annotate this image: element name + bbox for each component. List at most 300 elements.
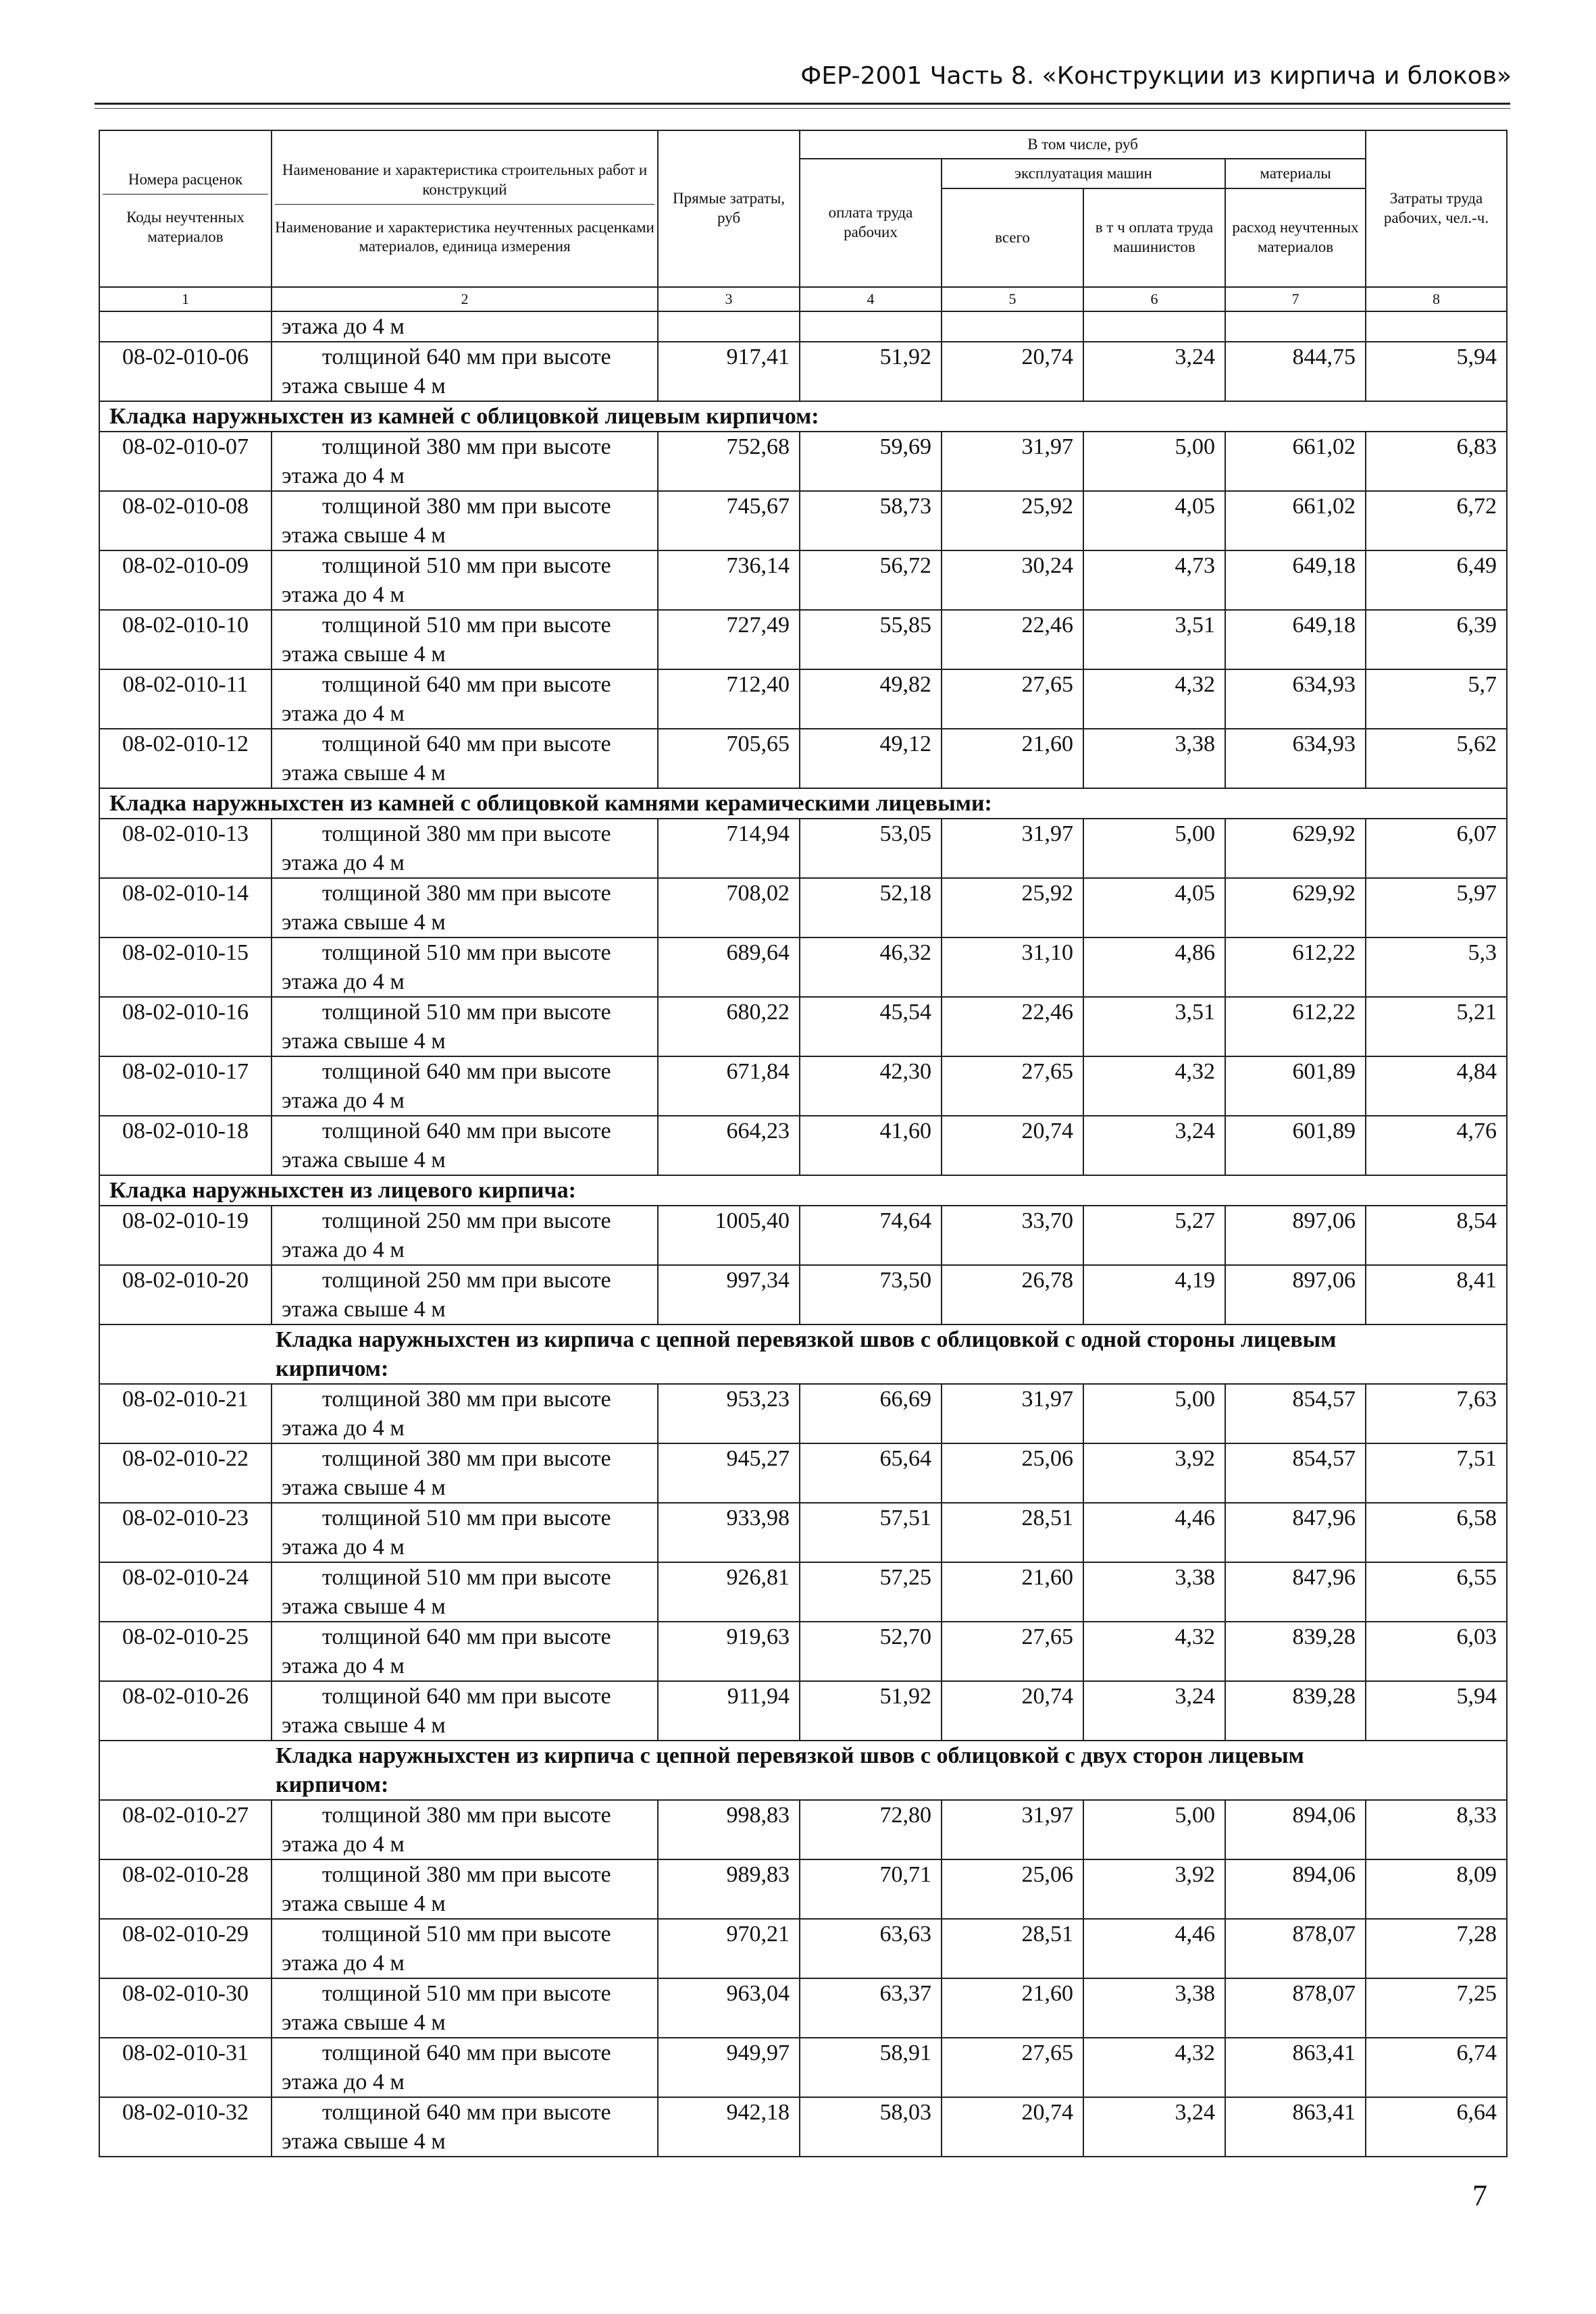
machines-total: 27,65: [942, 669, 1083, 729]
labor-hours: 6,55: [1366, 1562, 1507, 1622]
machines-total: 26,78: [942, 1265, 1083, 1325]
rate-description-line1: толщиной 380 мм при высоте: [322, 434, 611, 459]
direct-costs: 714,94: [658, 819, 800, 878]
labor-hours: 6,58: [1366, 1503, 1507, 1562]
rate-description-line2: этажа свыше 4 м: [282, 1029, 446, 1054]
section-title: [99, 1175, 1507, 1206]
rate-description-line2: этажа до 4 м: [282, 969, 405, 994]
section-title-continuation: кирпичом:: [276, 1772, 389, 1797]
rate-code: 08-02-010-08: [99, 491, 272, 550]
labor-hours: 6,03: [1366, 1622, 1507, 1681]
labor-hours: 6,72: [1366, 491, 1507, 550]
rate-description-line1: толщиной 640 мм при высоте: [322, 672, 611, 697]
labor-hours: 6,49: [1366, 550, 1507, 610]
labor-hours: 8,33: [1366, 1800, 1507, 1859]
operators-pay: 4,05: [1083, 491, 1225, 550]
operators-pay: 5,00: [1083, 1384, 1225, 1443]
rate-description-line1: толщиной 510 мм при высоте: [322, 1000, 611, 1025]
rate-description-line1: толщиной 510 мм при высоте: [322, 940, 611, 965]
machines-total: 22,46: [942, 610, 1083, 669]
section-title-text: Кладка наружныхстен из камней с облицовкой лицевым кирпичом:: [109, 404, 819, 429]
rate-description: [272, 550, 658, 610]
rate-description-line2: этажа до 4 м: [282, 463, 405, 488]
header-rule: [95, 103, 1510, 105]
section-title: [99, 788, 1507, 819]
rate-description-line2: этажа до 4 м: [282, 1088, 405, 1113]
labor-pay: 73,50: [800, 1265, 942, 1325]
materials-consumption: 661,02: [1225, 432, 1366, 491]
rate-code: 08-02-010-16: [99, 997, 272, 1056]
table-row: [99, 1800, 1507, 1859]
machines-total: 31,10: [942, 937, 1083, 997]
table-row: [99, 432, 1507, 491]
rate-code: 08-02-010-11: [99, 669, 272, 729]
rate-description-line2: этажа свыше 4 м: [282, 1891, 446, 1916]
rate-description: [272, 997, 658, 1056]
machines-total: 27,65: [942, 1056, 1083, 1116]
machines-total: 25,06: [942, 1443, 1083, 1503]
operators-pay: 5,00: [1083, 819, 1225, 878]
rate-code: 08-02-010-15: [99, 937, 272, 997]
header-operators-pay: в т ч оплата труда машинистов: [1083, 188, 1225, 287]
rate-code: 08-02-010-26: [99, 1681, 272, 1741]
labor-pay: 58,03: [800, 2097, 942, 2157]
direct-costs: 949,97: [658, 2038, 800, 2097]
rates-table: [99, 130, 1508, 2157]
materials-consumption: 612,22: [1225, 937, 1366, 997]
machines-total: 21,60: [942, 1562, 1083, 1622]
direct-costs: 708,02: [658, 878, 800, 937]
direct-costs: 680,22: [658, 997, 800, 1056]
rate-description-line2: этажа до 4 м: [282, 1951, 405, 1976]
rate-description-line1: толщиной 380 мм при высоте: [322, 881, 611, 906]
labor-hours: 6,64: [1366, 2097, 1507, 2157]
direct-costs: 963,04: [658, 1978, 800, 2038]
rate-description: [272, 878, 658, 937]
direct-costs: 727,49: [658, 610, 800, 669]
labor-hours: 8,41: [1366, 1265, 1507, 1325]
rate-description-line2: этажа свыше 4 м: [282, 761, 446, 786]
section-header-row: [99, 1325, 1507, 1384]
machines-total: 20,74: [942, 1681, 1083, 1741]
materials-consumption: 894,06: [1225, 1859, 1366, 1919]
table-row: [99, 1859, 1507, 1919]
operators-pay: 4,32: [1083, 1056, 1225, 1116]
materials-consumption: 847,96: [1225, 1562, 1366, 1622]
column-numbers-row: [99, 287, 1507, 311]
rate-description: [272, 491, 658, 550]
header-materials: материалы: [1225, 159, 1366, 188]
rate-code: 08-02-010-24: [99, 1562, 272, 1622]
rate-description: [272, 2038, 658, 2097]
rate-description-line1: толщиной 640 мм при высоте: [322, 1119, 611, 1143]
direct-costs: 997,34: [658, 1265, 800, 1325]
header-machines: эксплуатация машин: [942, 159, 1225, 188]
table-row: [99, 1443, 1507, 1503]
header-rule-thin: [95, 108, 1510, 109]
section-title: [99, 1325, 1507, 1384]
rate-description-line2: этажа свыше 4 м: [282, 642, 446, 667]
rate-description: [272, 669, 658, 729]
table-header: [99, 130, 1507, 311]
header-material-codes: Коды неучтенных материалов: [126, 209, 244, 245]
rate-description: [272, 432, 658, 491]
direct-costs: 945,27: [658, 1443, 800, 1503]
operators-pay: 4,19: [1083, 1265, 1225, 1325]
rate-description: [272, 1265, 658, 1325]
table-row: [99, 819, 1507, 878]
table-row: [99, 1206, 1507, 1265]
labor-pay: 59,69: [800, 432, 942, 491]
direct-costs: 998,83: [658, 1800, 800, 1859]
machines-total: 22,46: [942, 997, 1083, 1056]
rate-code: 08-02-010-12: [99, 729, 272, 788]
table-row: [99, 1116, 1507, 1175]
rate-description-line2: этажа свыше 4 м: [282, 910, 446, 935]
section-title-text: Кладка наружныхстен из кирпича с цепной перевязкой швов с облицовкой с одной стороны лицевым: [276, 1327, 1337, 1352]
section-title-continuation: кирпичом:: [276, 1356, 389, 1381]
labor-hours: 7,28: [1366, 1919, 1507, 1978]
labor-hours: 5,97: [1366, 878, 1507, 937]
labor-hours: 5,3: [1366, 937, 1507, 997]
running-header: ФЕР-2001 Часть 8. «Конструкции из кирпича и блоков»: [800, 62, 1512, 90]
section-header-row: [99, 788, 1507, 819]
rate-description-line1: толщиной 640 мм при высоте: [322, 731, 611, 756]
labor-pay: 51,92: [800, 342, 942, 401]
operators-pay: 3,92: [1083, 1443, 1225, 1503]
labor-hours: 5,21: [1366, 997, 1507, 1056]
operators-pay: 4,32: [1083, 1622, 1225, 1681]
rate-description-line2: этажа свыше 4 м: [282, 374, 446, 398]
rate-code: 08-02-010-27: [99, 1800, 272, 1859]
rate-description-line1: толщиной 510 мм при высоте: [322, 1506, 611, 1531]
operators-pay: 5,00: [1083, 1800, 1225, 1859]
labor-pay: 49,82: [800, 669, 942, 729]
materials-consumption: 661,02: [1225, 491, 1366, 550]
rate-code: 08-02-010-09: [99, 550, 272, 610]
labor-hours: 6,39: [1366, 610, 1507, 669]
rate-code: 08-02-010-21: [99, 1384, 272, 1443]
rate-description: [272, 1919, 658, 1978]
rate-description: [272, 1562, 658, 1622]
column-number: 4: [800, 287, 942, 311]
rate-description-line1: толщиной 380 мм при высоте: [322, 1862, 611, 1887]
rate-code: 08-02-010-18: [99, 1116, 272, 1175]
rate-description-line2: этажа свыше 4 м: [282, 1148, 446, 1173]
materials-consumption: 601,89: [1225, 1116, 1366, 1175]
header-material-name: Наименование и характеристика неучтенных расценками материалов, единица измерения: [275, 218, 654, 255]
rate-description-line2: этажа до 4 м: [282, 1535, 405, 1560]
table-row: [99, 937, 1507, 997]
operators-pay: 4,32: [1083, 669, 1225, 729]
rate-description-line1: толщиной 250 мм при высоте: [322, 1268, 611, 1293]
rate-description-line2: этажа свыше 4 м: [282, 1713, 446, 1738]
column-number: 2: [272, 287, 658, 311]
materials-consumption: 844,75: [1225, 342, 1366, 401]
operators-pay: 4,73: [1083, 550, 1225, 610]
operators-pay: 4,46: [1083, 1919, 1225, 1978]
machines-total: 25,92: [942, 878, 1083, 937]
labor-hours: 6,74: [1366, 2038, 1507, 2097]
machines-total: 28,51: [942, 1503, 1083, 1562]
section-header-row: [99, 1741, 1507, 1800]
rate-description: [272, 1384, 658, 1443]
materials-consumption: 839,28: [1225, 1681, 1366, 1741]
materials-consumption: 863,41: [1225, 2038, 1366, 2097]
operators-pay: 3,51: [1083, 610, 1225, 669]
labor-hours: 4,76: [1366, 1116, 1507, 1175]
rate-description-line1: толщиной 640 мм при высоте: [322, 1684, 611, 1709]
direct-costs: 712,40: [658, 669, 800, 729]
operators-pay: 5,00: [1083, 432, 1225, 491]
table-row: [99, 878, 1507, 937]
table-row: [99, 1384, 1507, 1443]
operators-pay: 3,24: [1083, 1116, 1225, 1175]
rate-code: 08-02-010-30: [99, 1978, 272, 2038]
machines-total: 33,70: [942, 1206, 1083, 1265]
table-row: [99, 1562, 1507, 1622]
rate-code: 08-02-010-32: [99, 2097, 272, 2157]
labor-pay: 72,80: [800, 1800, 942, 1859]
machines-total: 27,65: [942, 2038, 1083, 2097]
rate-description-line2: этажа до 4 м: [282, 850, 405, 875]
header-direct-costs: Прямые затраты, руб: [658, 130, 800, 287]
rate-description-line1: толщиной 640 мм при высоте: [322, 1059, 611, 1084]
rate-code: 08-02-010-14: [99, 878, 272, 937]
rate-description: [272, 1116, 658, 1175]
rate-description: [272, 819, 658, 878]
table-row: [99, 1681, 1507, 1741]
labor-pay: 53,05: [800, 819, 942, 878]
materials-consumption: 649,18: [1225, 550, 1366, 610]
materials-consumption: 854,57: [1225, 1384, 1366, 1443]
rate-description-line1: толщиной 510 мм при высоте: [322, 1565, 611, 1590]
rate-description: [272, 1622, 658, 1681]
rate-code: 08-02-010-20: [99, 1265, 272, 1325]
section-header-row: [99, 1175, 1507, 1206]
section-header-row: [99, 401, 1507, 432]
machines-total: 31,97: [942, 1800, 1083, 1859]
section-title-text: Кладка наружныхстен из лицевого кирпича:: [109, 1178, 576, 1203]
column-number: 3: [658, 287, 800, 311]
table-row: [99, 1978, 1507, 2038]
direct-costs: 953,23: [658, 1384, 800, 1443]
table-row: [99, 669, 1507, 729]
machines-total: 25,92: [942, 491, 1083, 550]
labor-pay: 65,64: [800, 1443, 942, 1503]
rate-description: [272, 1503, 658, 1562]
labor-hours: 5,94: [1366, 1681, 1507, 1741]
labor-hours: 6,07: [1366, 819, 1507, 878]
labor-pay: 63,37: [800, 1978, 942, 2038]
rate-description-line2: этажа до 4 м: [282, 1416, 405, 1441]
header-total: всего: [942, 188, 1083, 287]
rate-description-line1: толщиной 510 мм при высоте: [322, 553, 611, 578]
rate-description-line2: этажа до 4 м: [282, 701, 405, 726]
labor-pay: 74,64: [800, 1206, 942, 1265]
table-row: [99, 610, 1507, 669]
direct-costs: 1005,40: [658, 1206, 800, 1265]
table-body: [99, 311, 1507, 2157]
direct-costs: 919,63: [658, 1622, 800, 1681]
rate-description-line2: этажа свыше 4 м: [282, 1594, 446, 1619]
machines-total: 20,74: [942, 2097, 1083, 2157]
carryover-row: [99, 311, 1507, 342]
labor-pay: 57,25: [800, 1562, 942, 1622]
materials-consumption: 649,18: [1225, 610, 1366, 669]
labor-pay: 66,69: [800, 1384, 942, 1443]
column-number: 7: [1225, 287, 1366, 311]
labor-pay: 45,54: [800, 997, 942, 1056]
table-row: [99, 2038, 1507, 2097]
section-title: [99, 401, 1507, 432]
rate-code: 08-02-010-10: [99, 610, 272, 669]
rate-description-line2: этажа до 4 м: [282, 1653, 405, 1678]
table-row: [99, 1919, 1507, 1978]
rate-description-line1: толщиной 640 мм при высоте: [322, 344, 611, 369]
rate-code: 08-02-010-28: [99, 1859, 272, 1919]
operators-pay: 3,38: [1083, 1562, 1225, 1622]
labor-pay: 52,18: [800, 878, 942, 937]
rate-description-line1: толщиной 510 мм при высоте: [322, 1922, 611, 1947]
materials-consumption: 878,07: [1225, 1919, 1366, 1978]
labor-pay: 63,63: [800, 1919, 942, 1978]
machines-total: 21,60: [942, 1978, 1083, 2038]
operators-pay: 4,32: [1083, 2038, 1225, 2097]
column-number: 1: [99, 287, 272, 311]
rate-description-line2: этажа свыше 4 м: [282, 523, 446, 548]
rate-description: [272, 729, 658, 788]
direct-costs: 745,67: [658, 491, 800, 550]
rate-description-line1: толщиной 250 мм при высоте: [322, 1208, 611, 1233]
direct-costs: 917,41: [658, 342, 800, 401]
labor-pay: 58,73: [800, 491, 942, 550]
direct-costs: 911,94: [658, 1681, 800, 1741]
rate-description-line1: толщиной 380 мм при высоте: [322, 1446, 611, 1471]
column-number: 8: [1366, 287, 1507, 311]
labor-hours: 7,25: [1366, 1978, 1507, 2038]
labor-hours: 4,84: [1366, 1056, 1507, 1116]
labor-pay: 70,71: [800, 1859, 942, 1919]
materials-consumption: 634,93: [1225, 669, 1366, 729]
labor-hours: 6,83: [1366, 432, 1507, 491]
rate-code: 08-02-010-22: [99, 1443, 272, 1503]
materials-consumption: 897,06: [1225, 1265, 1366, 1325]
carryover-code: [99, 311, 272, 342]
materials-consumption: 601,89: [1225, 1056, 1366, 1116]
direct-costs: 736,14: [658, 550, 800, 610]
direct-costs: 989,83: [658, 1859, 800, 1919]
direct-costs: 689,64: [658, 937, 800, 997]
header-work-name: Наименование и характеристика строительных работ и конструкций: [275, 161, 654, 205]
rate-description-line1: толщиной 380 мм при высоте: [322, 494, 611, 519]
table-row: [99, 342, 1507, 401]
section-title: [99, 1741, 1507, 1800]
labor-pay: 41,60: [800, 1116, 942, 1175]
rate-description-line1: толщиной 510 мм при высоте: [322, 1981, 611, 2006]
machines-total: 31,97: [942, 819, 1083, 878]
column-number: 6: [1083, 287, 1225, 311]
operators-pay: 3,92: [1083, 1859, 1225, 1919]
materials-consumption: 863,41: [1225, 2097, 1366, 2157]
labor-pay: 56,72: [800, 550, 942, 610]
table-row: [99, 491, 1507, 550]
operators-pay: 3,51: [1083, 997, 1225, 1056]
rate-description-line2: этажа до 4 м: [282, 1832, 405, 1857]
header-including: В том числе, руб: [800, 130, 1366, 159]
direct-costs: 970,21: [658, 1919, 800, 1978]
rate-description: [272, 1800, 658, 1859]
operators-pay: 3,24: [1083, 1681, 1225, 1741]
rate-description: [272, 937, 658, 997]
labor-hours: 7,51: [1366, 1443, 1507, 1503]
table-row: [99, 1265, 1507, 1325]
labor-pay: 51,92: [800, 1681, 942, 1741]
direct-costs: 933,98: [658, 1503, 800, 1562]
page-number: 7: [1472, 2179, 1487, 2212]
labor-hours: 5,7: [1366, 669, 1507, 729]
operators-pay: 3,24: [1083, 2097, 1225, 2157]
table-row: [99, 997, 1507, 1056]
materials-consumption: 894,06: [1225, 1800, 1366, 1859]
section-title-text: Кладка наружныхстен из кирпича с цепной перевязкой швов с облицовкой с двух сторон лицевым: [276, 1743, 1304, 1768]
rate-description-line2: этажа свыше 4 м: [282, 2129, 446, 2154]
rate-description-line2: этажа свыше 4 м: [282, 1297, 446, 1322]
machines-total: 30,24: [942, 550, 1083, 610]
materials-consumption: 878,07: [1225, 1978, 1366, 2038]
labor-pay: 46,32: [800, 937, 942, 997]
rate-code: 08-02-010-29: [99, 1919, 272, 1978]
materials-consumption: 847,96: [1225, 1503, 1366, 1562]
machines-total: 21,60: [942, 729, 1083, 788]
direct-costs: 664,23: [658, 1116, 800, 1175]
rate-description-line2: этажа свыше 4 м: [282, 2010, 446, 2035]
table-row: [99, 550, 1507, 610]
rate-description: [272, 1206, 658, 1265]
materials-consumption: 854,57: [1225, 1443, 1366, 1503]
header-labor-pay: оплата труда рабочих: [800, 159, 942, 287]
section-title-text: Кладка наружныхстен из камней с облицовкой камнями керамическими лицевыми:: [109, 791, 992, 816]
direct-costs: 942,18: [658, 2097, 800, 2157]
rate-description: [272, 2097, 658, 2157]
materials-consumption: 897,06: [1225, 1206, 1366, 1265]
table-row: [99, 1056, 1507, 1116]
rate-code: 08-02-010-06: [99, 342, 272, 401]
labor-hours: 8,54: [1366, 1206, 1507, 1265]
rate-description-line1: толщиной 380 мм при высоте: [322, 821, 611, 846]
direct-costs: 926,81: [658, 1562, 800, 1622]
table-row: [99, 729, 1507, 788]
machines-total: 25,06: [942, 1859, 1083, 1919]
direct-costs: 752,68: [658, 432, 800, 491]
rate-description: [272, 1056, 658, 1116]
rate-description-line2: этажа до 4 м: [282, 1237, 405, 1262]
rate-code: 08-02-010-23: [99, 1503, 272, 1562]
table-row: [99, 2097, 1507, 2157]
header-materials-consumption: расход неучтенных материалов: [1225, 188, 1366, 287]
labor-pay: 58,91: [800, 2038, 942, 2097]
rate-description-line1: толщиной 640 мм при высоте: [322, 1624, 611, 1649]
machines-total: 31,97: [942, 432, 1083, 491]
column-number: 5: [942, 287, 1083, 311]
machines-total: 27,65: [942, 1622, 1083, 1681]
labor-hours: 8,09: [1366, 1859, 1507, 1919]
rate-description-line1: толщиной 380 мм при высоте: [322, 1387, 611, 1412]
materials-consumption: 634,93: [1225, 729, 1366, 788]
labor-hours: 7,63: [1366, 1384, 1507, 1443]
direct-costs: 671,84: [658, 1056, 800, 1116]
header-names-cell: [272, 130, 658, 287]
